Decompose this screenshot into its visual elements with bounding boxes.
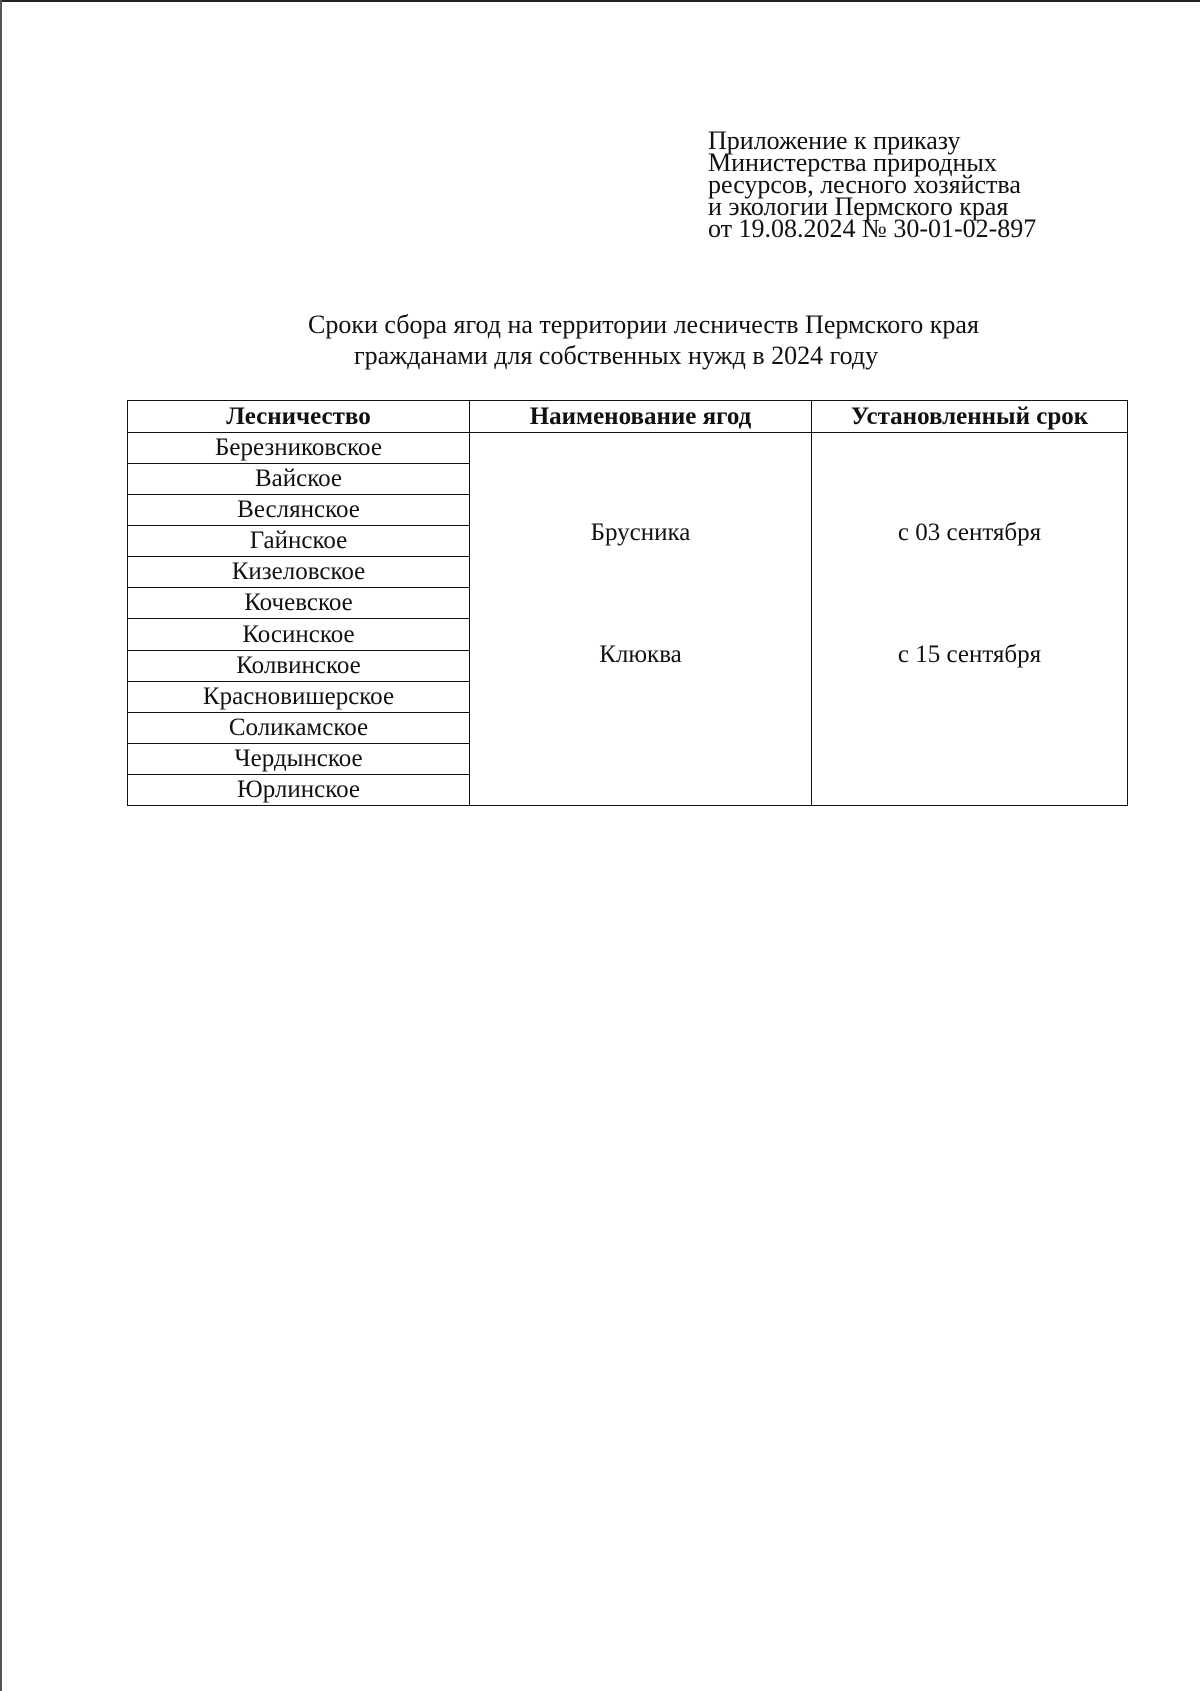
berry-names-cell [470,433,812,806]
attachment-line: ресурсов, лесного хозяйства [708,170,1021,199]
forestry-cell: Кизеловское [128,557,470,588]
forestry-cell: Вайское [128,464,470,495]
title-line-2: гражданами для собственных нужд в 2024 году [354,341,879,370]
forestry-cell: Веслянское [128,495,470,526]
forestry-cell: Соликамское [128,712,470,743]
document-title [200,309,1100,371]
attachment-note [708,126,1128,243]
deadline-date: с 15 сентября [897,641,1042,668]
forestry-cell: Юрлинское [128,774,470,805]
attachment-line: Приложение к приказу [708,126,961,155]
forestry-cell: Чердынское [128,743,470,774]
forestry-cell: Колвинское [128,650,470,681]
berry-name: Клюква [599,641,682,668]
header-berry-name: Наименование ягод [470,401,812,433]
scan-edge-left [0,0,2,1691]
forestry-cell: Кочевское [128,588,470,619]
forestry-cell: Красновишерское [128,681,470,712]
attachment-line: и экологии Пермского края [708,192,1009,221]
scan-edge-top [0,0,1200,2]
deadline-date: с 03 сентября [897,519,1042,546]
forestry-cell: Гайнское [128,526,470,557]
berry-harvest-table [127,400,1128,806]
deadline-cell [812,433,1128,806]
table-header-row [128,401,1128,433]
berry-name: Брусника [590,519,691,546]
header-forestry: Лесничество [128,401,470,433]
header-deadline: Установленный срок [812,401,1128,433]
forestry-cell: Березниковское [128,433,470,464]
forestry-cell: Косинское [128,619,470,650]
attachment-order-number: от 19.08.2024 № 30-01-02-897 [708,214,1037,243]
title-line-1: Сроки сбора ягод на территории лесничеств Пермского края [308,310,979,339]
table-row [128,433,1128,464]
attachment-line: Министерства природных [708,148,997,177]
